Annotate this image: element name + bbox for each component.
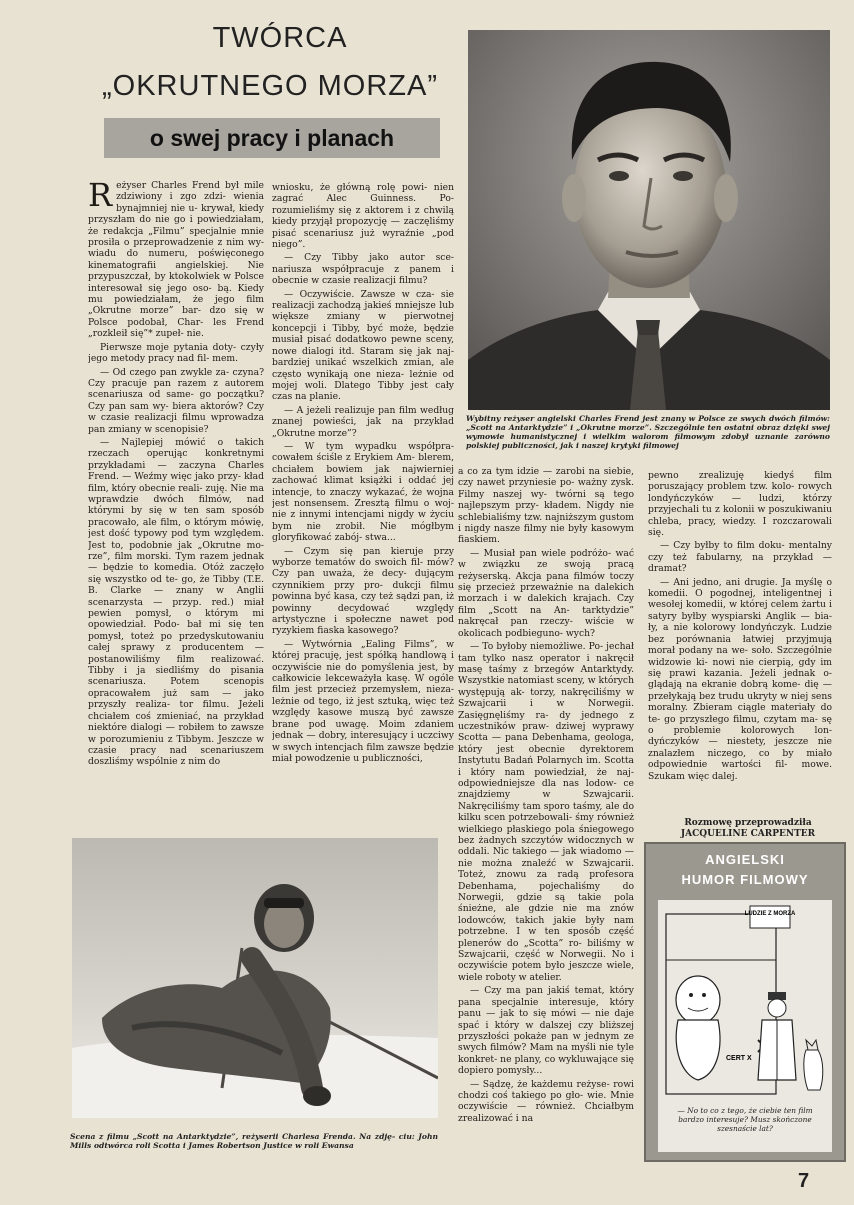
director-portrait-photo	[468, 30, 830, 410]
paragraph: — A jeżeli realizuje pan film według znanej powieści, jak na przykład „Okrutne morze”?	[272, 404, 454, 439]
paragraph: — Czy byłby to film doku- mentalny czy też fabularny, na przykład — dramat?	[648, 540, 832, 575]
scene-caption: Scena z filmu „Scott na Antarktydzie”, reżyserii Charlesa Frenda. Na zdję- ciu: John Mills odtwórca roli Scotta i James Robertson Justice w roli Ewansa	[70, 1132, 438, 1150]
paragraph: wniosku, że główną rolę powi- nien zagrać Alec Guinness. Po- rozumieliśmy się z aktorem i z chwilą kiedy przyjął propozycję — zaczęliśmy pisać scenariusz już wyraźnie „pod niego”.	[272, 182, 454, 251]
paragraph: Reżyser Charles Frend był mile zdziwiony i zgo zdzi- wienia bynajmniej nie u- krywał, kiedy przyszłam do nie go i powiedziałam, że redakcja „Filmu” specjalnie mnie prosiła o przeprowadzenie z nim wy- wiadu do numeru, poświęconego kinematografii angielskiej. Nie przypuszczał, by ktokolwiek w Polsce interesował się jego oso- bą. Kiedy mu powiedziałam, że jego film „Okrutne morze” bar- dzo się w Polsce podobał, Char- les Frend „rozkleił się”* zupeł- nie.	[88, 180, 264, 340]
cartoon-illustration	[658, 900, 832, 1100]
page-number: 7	[798, 1170, 810, 1192]
article-title-line1: TWÓRCA	[212, 22, 348, 54]
humor-box	[644, 842, 846, 1162]
paragraph: — Ani jedno, ani drugie. Ja myślę o komedii. O pogodnej, inteligentnej i wesołej komedii, w której celem żartu i satyry byłby wyspiarski Anglik — bia- ły, a nie kolorowy londyńczyk. Ludzie bez porównania łatwiej przyjmują morał podany na we- soło. Szczególnie widzowie ki- nowi nie cierpią, gdy im się prawi kazania. Jeżeli jednak o- glądają na ekranie dobrą kome- dię — przełykają bez trudu ukryty w niej sens moralny. Zbieram ciągle materiały do te- go przyszłego filmu, czytam ma- sę o problemie kolorowych lon- dyńczyków — niestety, jeszcze nie znalazłem niczego, co by miało odpowiednie wartości fil- mowe. Szukam więc dalej.	[648, 576, 832, 782]
article-column-1	[88, 180, 264, 820]
humor-title-line1: ANGIELSKI	[705, 852, 785, 867]
drop-cap: R	[88, 180, 113, 214]
paragraph: — Sądzę, że każdemu reżyse- rowi chodzi coś takiego po gło- wie. Mnie oczywiście — również. Chciałbym zrealizować i na	[458, 1078, 634, 1124]
paragraph: — W tym wypadku współpra- cowałem ściśle z Erykiem Am- blerem, chciałem bowiem jak najwierniej zachować klimat książki i oddać jej intencje, to znaczy wykazać, że wojna jest nonsensem. Zresztą filmu o woj- nie z innymi intencjami nigdy w życiu bym nie zrobił. Nie mógłbym gloryfikować zabój- stwa...	[272, 440, 454, 544]
article-title-line2: „OKRUTNEGO MORZA”	[102, 70, 438, 102]
cartoon-sign-text: LUDZIE Z MORZA	[744, 911, 796, 917]
article-subtitle: o swej pracy i planach	[149, 124, 395, 151]
paragraph: Pierwsze moje pytania doty- czyły jego metody pracy nad fil- mem.	[88, 341, 264, 365]
interviewer-signature	[660, 818, 836, 840]
paragraph: — Najlepiej mówić o takich rzeczach operując konkretnymi przykładami — zaczyna Charles Frend. — Weźmy więc jako przy- kład film, który obecnie reali- zuję. Nie ma wprawdzie dwóch filmów, nad którymi by się w ten sam sposób pracowało, ale film, o którym mówię, jest dość typowy pod tym względem. Jest to, podobnie jak „Okrutne mo- rze”, film morski. Tym razem jednak — będzie to komedia. Otóż zaczęło się wszystko od te- go, że Tibby (T.E. B. Clarke — znany w Anglii scenarzysta — przyp. red.) miał pewien pomysł, o którym mi opowiedział. Podo- bał mi się ten pomysł, toteż po przedyskutowaniu całej sprawy z producentem — postanowiliśmy film realizować. Tibby i ja siedliśmy do pisania scenariusza. Potem scenopis opracowałem już sam — jako przyszły realiza- tor filmu. Jeżeli chciałem coś zmieniać, na przykład niektóre dialogi — robiłem to zawsze w porozumieniu z Tibbym. Jeszcze w czasie pracy nad scenariuszem doszliśmy wspólnie z nim do	[88, 436, 264, 768]
scene-illustration	[72, 838, 438, 1118]
signature-name: JACQUELINE CARPENTER	[680, 829, 816, 839]
paragraph: — Czy ma pan jakiś temat, który pana specjalnie interesuje, który panu — jak to się mówi — nie daje spać i który w dalszej czy bliższej przyszłości pokaże pan w jednym ze swych filmów? Mam na myśli nie tyle konkret- ne plany, co wykluwające się dopiero pomysły...	[458, 985, 634, 1077]
paragraph: — Czym się pan kieruje przy wyborze tematów do swoich fil- mów? Czy pan uważa, że decy- dującym czynnikiem przy pro- dukcji filmu powinna być kasa, czy też sądzi pan, iż powinny decydować względy artystyczne i społeczne nawet pod ryzykiem fiaska kasowego?	[272, 545, 454, 637]
article-subtitle-band	[104, 118, 440, 158]
paragraph: — Od czego pan zwykle za- czyna? Czy pracuje pan razem z autorem scenariusza od same- go początku? Czy pan sam wy- biera aktorów? Czy w czasie realizacji filmu wprowadza pan zmiany w scenopisie?	[88, 366, 264, 435]
cartoon-panel	[658, 900, 832, 1152]
cartoon-caption: — No to co z tego, że ciebie ten film bardzo interesuje? Musz skończone szesnaście lat?	[677, 1106, 813, 1133]
paragraph: — Wytwórnia „Ealing Films”, w której pracuję, jest spółką handlową i oczywiście nie do pomyślenia jest, by całkowicie lekceważyła kasę. W ogóle film jest przecież przemysłem, nieza- leżnie od tego, iż jest sztuką, więc też względy kasowe muszą być zawsze brane pod uwagę. Moim zdaniem jednak — dobry, interesujący i uczciwy w swych intencjach film zawsze będzie miał powodzenie u publiczności,	[272, 638, 454, 764]
paragraph: — Czy Tibby jako autor sce- nariusza współpracuje z panem i obecnie w czasie realizacji filmu?	[272, 252, 454, 287]
paragraph: — To byłoby niemożliwe. Po- jechał tam tylko nasz operator i nakręcił masę taśmy z brzegów Antarktydy. Wszystkie natomiast sceny, w których występują ak- torzy, nakręciliśmy w Szwajcarii i w Norwegii. Zasięgnęliśmy ra- dy jednego z uczestników praw- dziwej wyprawy Scotta — pana Debenhama, geologa, który jest obecnie dyrektorem Instytutu Badań Polarnych im. Scotta i który nam powiedział, że naj- odpowiedniejsze dla nas lodow- ce znajdziemy w Szwajcarii. Nakręciliśmy tam sporo taśmy, ale do kilku scen potrzebowali- śmy również wielkiego płaskiego pola śniegowego bez żadnych szczytów widocznych w oddali. Nic takiego — jak wiadomo — nie można znaleźć w Szwajcarii. Toteż, znowu za radą profesora Debenhama, pojechaliśmy do Norwegii, gdzie są takie pola śnieżne, ale gdzie nie ma znów lodowców, takich jakie były nam potrzebne. I w ten sposób część plenerów do „Scotta” ro- biliśmy w Szwajcarii, część w Norwegii. No i oczywiście potem było jeszcze wiele, wiele roboty w atelier.	[458, 641, 634, 983]
article-column-4	[648, 470, 832, 814]
paragraph: pewno zrealizuję kiedyś film poruszający problem tzw. kolo- rowych londyńczyków — ludzi, którzy przyjechali tu z kolonii w poszukiwaniu chleba, pracy, wiedzy. I rozczarowali się.	[648, 470, 832, 539]
portrait-illustration	[468, 30, 830, 410]
paragraph: — Musiał pan wiele podróżo- wać w związku ze swoją pracą reżyserską. Akcja pana filmów toczy się przecież przeważnie na dalekich morzach i w dalekich krajach. Czy film „Scott na An- tarktydzie” nakręcał pan rzeczy- wiście w okolicach podbieguno- wych?	[458, 547, 634, 639]
signature-label: Rozmowę przeprowadziła	[684, 818, 812, 828]
portrait-caption: Wybitny reżyser angielski Charles Frend jest znany w Polsce ze swych dwóch filmów: „Scott na Antarktydzie” i „Okrutne morze”. Szczególnie ten ostatni obraz dzięki swej wymowie humanistycznej i wielkim walorom filmowym zdobył uznanie zarówno polskiej publiczności, jak i naszej krytyki filmowej	[466, 414, 830, 450]
scene-photo	[72, 838, 438, 1118]
paragraph: — Oczywiście. Zawsze w cza- sie realizacji zachodzą jakieś mniejsze lub większe zmiany w pierwotnej koncepcji i Tibby, być może, będzie musiał pisać dodatkowo pewne sceny, nowe dialogi itd. Staram się jak naj- bardziej unikać wszelkich zmian, ale często wynikają one nieza- leżnie od mojej woli. Dlatego Tibby jest cały czas na planie.	[272, 288, 454, 403]
humor-title-line2: HUMOR FILMOWY	[681, 872, 809, 887]
paragraph: a co za tym idzie — zarobi na siebie, czy nawet przyniesie po- ważny zysk. Filmy naszej wy- twórni są tego najlepszym przy- kładem. Nigdy nie schlebialiśmy tzw. najniższym gustom i nigdy nasze filmy nie były kasowym fiaskiem.	[458, 466, 634, 546]
article-column-2	[272, 182, 454, 822]
cert-x-label: CERT X	[726, 1055, 752, 1062]
article-column-3	[458, 466, 634, 1162]
